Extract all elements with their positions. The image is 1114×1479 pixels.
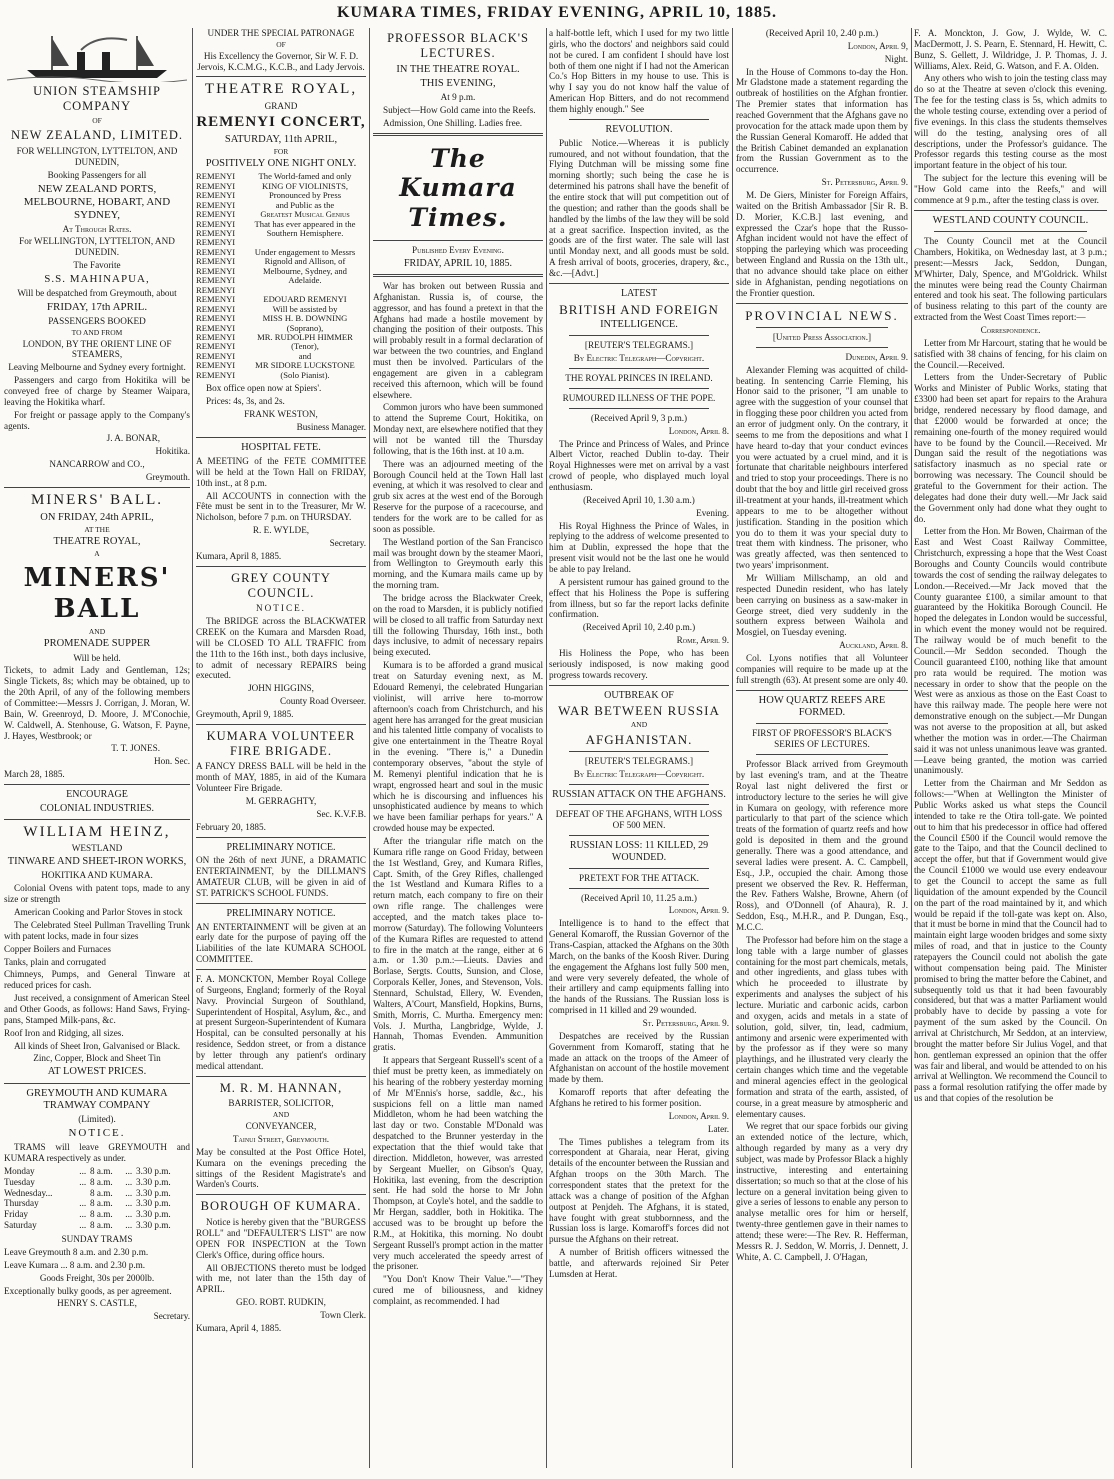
hannan-heading: M. R. M. HANNAN,: [219, 1080, 343, 1095]
telegraph-copyright: By Electric Telegraph—Copyright.: [573, 768, 705, 779]
hannan-conveyancer: CONVEYANCER,: [245, 1121, 317, 1132]
table-row: Monday ... 8 a.m. ... 3.30 p.m.: [4, 1165, 171, 1176]
dateline: London, April 9.: [668, 1110, 729, 1121]
usn-agent-1-place: Hokitika.: [155, 446, 190, 457]
preliminary-notice-body: ON the 26th of next JUNE, a DRAMATIC ENTERTAINMENT, by the DILLMAN'S AMATEUR CLUB, will be given in aid of ST. PATRICK'S SCHOOL FUNDS.: [196, 855, 366, 898]
editorial-paragraph: Common jurors who have been summoned to attend the Supreme Court, Hokitika, on Monday next, are elsewhere notified that they will not be wanted till the Thursday following, that is the 16th inst. at 10 a.m.: [373, 402, 543, 456]
column-1: [4, 28, 190, 1468]
heinz-item: The Celebrated Steel Pullman Travelling Trunk with patent locks, made in four sizes: [4, 919, 190, 941]
heinz-tinware: TINWARE AND SHEET-IRON WORKS,: [7, 856, 187, 868]
news-paragraph: Mr William Millschamp, an old and respected Dunedin resident, who has lately been carrying on business as a saw-maker in George street, died very suddenly in the southern express between Waihola and Mosgiel, on Tuesday evening.: [736, 573, 908, 638]
dateline: Night.: [884, 53, 908, 64]
tram-timetable: [4, 1166, 190, 1231]
miners-ball-heading: MINERS' BALL.: [30, 491, 164, 508]
provincial-news-heading: PROVINCIAL NEWS.: [745, 307, 899, 323]
usn-heading-2: NEW ZEALAND, LIMITED.: [10, 128, 184, 143]
editorial-paragraph: Kumara is to be afforded a grand musical treat on Saturday evening next, as M. Edouard Remenyi, the celebrated Hungarian violinist, will arrive here to-morrow afternoon's coach from Christchurch, and his agent here has arranged for the great musician and his talented little company of vocalists to give one entertainment in the Theatre Royal in the evening. "There is," a Dunedin contemporary observes, "about the style of M. Remenyi plentiful indication that he is wrapt, engrossed heart and soul in the music which he is discoursing and influences his unsophisticated audience by means to which we have been familiar perhaps for years." A crowded house may be expected.: [373, 660, 543, 834]
remenyi-grand: GRAND: [264, 101, 298, 112]
editorial-paragraph: The bridge across the Blackwater Creek, on the road to Marsden, it is publicly notified will be closed to all traffic from Saturday next till the following Thursday, 16th inst., both days inclusive, to admit of necessary repairs being executed.: [373, 593, 543, 658]
dateline: Dunedin, April 9.: [845, 351, 908, 362]
dateline: Evening.: [696, 507, 729, 518]
news-paragraph: Letter from the Chairman and Mr Seddon as follows:—"When at Wellington the Minister of Public Works asked us what steps the Council intended to take re the Otira toll-gate. We pointed out to him that his predecessor in office had offered the Council £500 if the Council would remove the gate to the Taipo, and that the Council declined to accept the offer, but that if Government would give the Council £1000 we would use every endeavour to get the Council to accept the same as full liquidation of the amount expended by the Council on the part of the road maintained by it, and which would be repaid if the toll-gate was kept on. Also, that it must be borne in mind that the Council had to maintain eight large wooden bridges and some sixty miles of road, and that in justice to the County ratepayers the Council could not abolish the gate without compensation being paid. The Minister promised to bring the matter before the Cabinet, and subsequently told us that it had been favourably considered, but that was a matter Parliament would probably have to decide by passing a vote for payment of the sum asked by the Council. On arrival at Christchurch, Mr Seddon, at an interview, brought the matter before Sir Julius Vogel, and that hon. gentleman expressed an opinion that the offer was fair and liberal, and would be attended to on his arrival at Wellington. We recommend the Council to pass a formal resolution ratifying the offer made by us and that copies of the resolution be: [914, 778, 1107, 1104]
lectures-admission: Admission, One Shilling. Ladies free.: [383, 117, 523, 128]
remenyi-concert-title: REMENYI CONCERT,: [196, 113, 366, 130]
miners-ball-body: Tickets, to admit Lady and Gentleman, 12s; Single Tickets, 8s; which may be obtained, up to the 20th April, of any of the following members of Committee:—Messrs J. Corrigan, J. Moran, W. Bain, W. Greenroyd, D. Moore, J. M'Conochie, W. Caldwell, A. Stenhouse, G. Watson, F. Payne, J. Hayes, Westbrook; or: [4, 665, 190, 741]
news-paragraph: The subject for the lecture this evening will be "How Gold came into the Reefs," and will commence at 9 p.m., after the testing class is over.: [914, 173, 1107, 205]
afghanistan-heading: AFGHANISTAN.: [585, 731, 693, 747]
war-and: AND: [630, 719, 648, 729]
hannan-barrister: BARRISTER, SOLICITOR,: [228, 1098, 334, 1109]
encourage-heading: ENCOURAGE: [66, 788, 128, 800]
remenyi-date: SATURDAY, 11th APRIL,: [224, 133, 338, 145]
sunday-trams: SUNDAY TRAMS: [61, 1234, 133, 1245]
news-paragraph: His Holiness the Pope, who has been seriously indisposed, is now making good progress towards recovery.: [549, 647, 729, 680]
heinz-item: Chimneys, Pumps, and General Tinware at reduced prices for cash.: [4, 969, 190, 991]
hospital-fete-sign-2: Secretary.: [329, 538, 366, 549]
bulky-goods: Exceptionally bulky goods, as per agreement.: [4, 1285, 172, 1296]
hospital-fete-sign: R. E. WYLDE,: [252, 525, 310, 536]
remenyi-list: REMENYI The World-famed and only REMENYI KING OF VIOLINISTS, REMENYI Pronounced by Press REMENYI and Public as the REMENYI Greatest Musical Genius REMENYI That has ever appeared in the REMENYI Southern Hemisphere. REMENYI REMENYI Under engagement to Messrs REMENYI Rignold and Allison, of REMENYI Melbourne, Sydney, and REMENYI Adelaide. REMENYI REMENYI EDOUARD REMENYI REMENYI Will be assisted by REMENYI MISS H. B. DOWNING REMENYI (Soprano), REMENYI MR. RUDOLPH HIMMER REMENYI (Tenor), REMENYI and REMENYI MR SIDORE LUCKSTONE REMENYI (Solo Pianist).: [196, 171, 356, 380]
dateline: Auckland, April 8.: [839, 640, 908, 651]
heinz-heading: WILLIAM HEINZ,: [23, 823, 171, 840]
fire-brigade-body: A FANCY DRESS BALL will be held in the month of MAY, 1885, in aid of the Kumara Volunteer Fire Brigade.: [196, 761, 366, 794]
news-paragraph: Alexander Fleming was acquitted of child-beating. In sentencing Carrie Fleming, his Honor said to the prisoner, "I am unable to agree with the suggestion of your counsel that in flogging these poor children you acted from an error of judgment only. On the contrary, it seems to me from the depositions and what I have heard to-day that your conduct evinces you were actuated by a cruel mind, and it is fortunate that charitable neighbours interfered and tried to stop your proceedings. There is no doubt that the boy and little girl received gross ill-treatment at your hands, ill-treatment which appears to me to be altogether without justification. Standing in the position which you do to them it was your special duty to treat them with kindness. The prisoner, who was greatly affected, was then sentenced to two years' imprisonment.: [736, 364, 908, 571]
lectures-subject: Subject—How Gold came into the Reefs.: [383, 105, 536, 116]
defeat-heading: DEFEAT OF THE AFGHANS, WITH LOSS OF 500 MEN.: [555, 809, 723, 831]
steamship-icon: [7, 30, 187, 82]
sunday-tram-2: Leave Kumara ... 8 a.m. and 2.30 p.m.: [4, 1259, 146, 1270]
borough-date: Kumara, April 4, 1885.: [196, 1322, 282, 1333]
column-rule: [546, 28, 547, 1468]
news-paragraph: Col. Lyons notifies that all Volunteer companies will require to be made up at the full strength (63). At present some are only 40.: [736, 653, 908, 685]
received-line: (Received April 10, 1.30 a.m.): [583, 494, 695, 505]
dateline: London, April 9.: [668, 905, 729, 916]
miners-ball-at: AT THE: [84, 524, 110, 534]
news-paragraph: Letters from the Under-Secretary of Public Works and Minister of Public Works, stating that £3300 had been set apart for repairs to the Arahura bridge, rendered necessary by flood damage, and that £2000 would be forwarded at once; the remaining one-fourth of the money required would have to be found by the Council.—Received. Mr Dungan said the result of the negotiations was satisfactory inasmuch as no special rate or borrowing was necessary. The Council should be grateful to the Government for their action. The delegates had done their duty well.—Mr Jack said the Government only had done what they ought to do.: [914, 372, 1107, 524]
news-paragraph: A persistent rumour has gained ground to the effect that his Holiness the Pope is suffering from illness, but so far the report lacks definite confirmation.: [549, 576, 729, 620]
miners-ball-date: ON FRIDAY, 24th APRIL,: [40, 511, 154, 523]
table-row: Tuesday ... 8 a.m. ... 3.30 p.m.: [4, 1176, 171, 1187]
news-paragraph: Letter from the Hon. Mr Bowen, Chairman of the East and West Coast Railway Committee, Christchurch, expressing a hope that the West Coast Boroughs and County Councils would contribute towards the cost of sending the railway delegates to London.—Received.—Mr Jack moved that the County guarantee £100, a similar amount to that guaranteed by the Hokitika Borough Council. He hoped the delegates in London would be successful, in which event the money would not be required. The railway would be of much benefit to the Council.—Mr Seddon seconded. Though the Council guaranteed £100, nothing like that amount pro rata would be required. The motion was necessary in order to show that the people on the West were as anxious as those on the East Coast to have this railway made. The people here were not demonstrative enough on the subject.—Mr Dungan was not averse to the proposition at all, but asked whether the motion was in order.—The Chairman said it was not unless unanimous leave was granted.—Leave being granted, the motion was carried unanimously.: [914, 526, 1107, 776]
remenyi-sign-2: Business Manager.: [296, 421, 366, 432]
column-rule: [732, 28, 733, 1468]
usn-destination: FOR WELLINGTON, LYTTELTON, AND DUNEDIN,: [16, 146, 178, 167]
news-paragraph: Despatches are received by the Russian Government from Komaroff, stating that he made an attack on the troops of the Ameer of Afghanistan on account of the hostile movement made by them.: [549, 1030, 729, 1085]
hop-bitters-continued: a half-bottle left, which I used for my two little girls, who the doctors' and neighbors said could not be cured. I am confident I should have lost both of them one night if I had not the American Co.'s Hop Bitters in my house to use. This is why I say you do not know half the value of American Hop Bitters, and do not recommend them highly enough." See: [549, 28, 729, 115]
encourage-heading-2: COLONIAL INDUSTRIES.: [39, 802, 155, 814]
royal-princes-heading: THE ROYAL PRINCES IN IRELAND.: [565, 373, 713, 384]
tramway-intro: TRAMS will leave GREYMOUTH and KUMARA respectively as under.: [4, 1142, 190, 1164]
news-paragraph: Komaroff reports that after defeating the Afghans he retired to his former position.: [549, 1087, 729, 1108]
reuters-label: [REUTER'S TELEGRAMS.]: [584, 755, 694, 766]
usn-passengers-booked: PASSENGERS BOOKED: [48, 315, 146, 326]
grey-county-notice: NOTICE.: [256, 603, 306, 614]
usn-despatch: Will be despatched from Greymouth, about: [17, 287, 177, 298]
issue-date: FRIDAY, APRIL 10, 1885.: [404, 258, 512, 270]
column-4: [549, 28, 729, 1468]
editorial-paragraph: It appears that Sergeant Russell's scent of a thief must be pretty keen, as immediately on his hearing of the robbery yesterday morning of Mr M'Ennis's horse, saddle, &c., his suspicions fell on a little man named Middleton, whom he had been watching the last day or two. Constable M'Donald was despatched to the Brunner yesterday in the expectation that the thief would take that direction. Middleton, however, was arrested by Sergeant Mueller, on Gibson's Quay, Hokitika, last evening, from the description sent. He had sold the horse to Mr John Thompson, at Coyle's hotel, and the saddle to Mr Hergan, saddler, both in Hokitika. The accused was to be brought up before the R.M., at Hokitika, this morning. No doubt Sergeant Russell's prompt action in the matter very much accelerated the speedy arrest of the prisoner.: [373, 1055, 543, 1272]
lectures-venue: IN THE THEATRE ROYAL.: [396, 63, 520, 75]
dateline: London, April 8.: [668, 425, 729, 436]
miners-ball-venue: THEATRE ROYAL,: [53, 535, 141, 547]
usn-through-rates: At Through Rates.: [62, 223, 132, 234]
column-2: [196, 28, 366, 1468]
pope-illness-heading: RUMOURED ILLNESS OF THE POPE.: [562, 392, 716, 403]
dateline: London, April 9,: [847, 40, 908, 51]
war-heading: WAR BETWEEN RUSSIA: [558, 703, 720, 719]
westland-council-heading: WESTLAND COUNTY COUNCIL.: [932, 214, 1089, 226]
miners-ball-supper: PROMENADE SUPPER: [43, 638, 151, 650]
dateline: Later.: [707, 1123, 729, 1134]
hospital-fete-date: Kumara, April 8, 1885.: [196, 550, 282, 561]
column-rule: [192, 28, 193, 1468]
remenyi-for: FOR: [273, 147, 289, 157]
heinz-westland: WESTLAND: [71, 843, 123, 854]
column-5: [736, 28, 908, 1468]
quartz-reefs-subheading: FIRST OF PROFESSOR'S BLACK'S SERIES OF LECTURES.: [752, 728, 892, 750]
news-paragraph: Professor Black arrived from Greymouth by last evening's tram, and at the Theatre Royal last night delivered the first or introductory lecture to the series he will give in Kumara on geology, with reference more particularly to that part of the science which treats of the formation of quartz reefs and how gold is deposited in them and the ground generally. There was a good attendance, and several ladies were present. A. C. Campbell, Esq., J.P., occupied the chair. Among those present we observed the Rev. R. Hefferman, the Rev. Fathers Walshe, Browne, Ahern (of Ross), and O'Donnell (of Ahaura), R. J. Seddon, Esq., M.H.R., and P. Dungan, Esq., M.C.C.: [736, 759, 908, 932]
usn-date: FRIDAY, 17th APRIL.: [46, 300, 148, 313]
heinz-item: American Cooking and Parlor Stoves in stock: [14, 907, 183, 918]
hannan-address: Tainui Street, Greymouth.: [232, 1134, 330, 1145]
newspaper-title: The Kumara Times.: [399, 143, 517, 232]
usn-cargo: Passengers and cargo from Hokitika will be conveyed free of charge by Steamer Waipara, leaving the Hokitika wharf.: [4, 375, 190, 407]
revolution-heading: REVOLUTION.: [605, 123, 673, 135]
remenyi-patronage: UNDER THE SPECIAL PATRONAGE: [207, 28, 355, 38]
heinz-item: All kinds of Sheet Iron, Galvanised or Black.: [14, 1040, 181, 1051]
received-line: (Received April 10, 2.40 p.m.): [765, 28, 879, 38]
dateline: Rome, April 9.: [676, 635, 729, 646]
editorial-paragraph: "You Don't Know Their Value."—"They cured me of biliousness, and kidney complaint, as recommended. I had: [373, 1274, 543, 1307]
theatre-royal-heading: THEATRE ROYAL,: [204, 81, 358, 98]
received-line: (Received April 10, 2.40 p.m.): [582, 622, 696, 633]
lectures-time: At 9 p.m.: [440, 92, 476, 103]
news-paragraph: M. De Giers, Minister for Foreign Affairs, waited on the British Ambassador [Sir R. B. D. Morier, K.C.B.] last evening, and expressed the Czar's hope that the Russo-Afghan incident would not have the effect of stopping the parleying which was proceeding between England and Russia on the 13th ult., that no advance should take place on either side in Afghanistan, pending negotiations on the Frontier question.: [736, 190, 908, 298]
usn-agent-2: NANCARROW and CO.,: [49, 459, 145, 470]
column-3: [373, 28, 543, 1468]
column-rule: [911, 28, 912, 1468]
received-line: (Received April 9, 3 p.m.): [590, 412, 688, 423]
news-paragraph: F. A. Monckton, J. Gow, J. Wylde, W. C. MacDermott, J. S. Pearn, E. Stennard, H. Hewitt, C. Bunz, S. Gellett, J. Wildridge, J. P. Thomas, J. J. Williams, Alex. Reid, G. Watson, and F. A. Olden.: [914, 28, 1107, 71]
usn-booking: Booking Passengers for all: [47, 169, 147, 180]
tramway-heading: GREYMOUTH AND KUMARA TRAMWAY COMPANY: [26, 1087, 168, 1111]
dateline: St. Petersburg, April 9.: [642, 1017, 729, 1028]
heinz-item: Just received, a consignment of American Steel and Other Goods, as follows: Hand Saws, Frying-pans, Stamped Milk-pans, &c.: [4, 993, 190, 1025]
correspondence-label: Correspondence.: [980, 325, 1041, 335]
grey-county-sign: JOHN HIGGINS,: [248, 683, 314, 694]
dateline: St. Petersburg, April 9.: [821, 177, 908, 188]
miners-ball-title: MINERS' BALL: [23, 562, 171, 624]
miners-ball-held: Will be held.: [73, 652, 121, 663]
remenyi-sign: FRANK WESTON,: [244, 408, 318, 419]
lectures-heading: PROFESSOR BLACK'S LECTURES.: [387, 31, 529, 60]
borough-sign: GEO. ROBT. RUDKIN,: [236, 1297, 326, 1308]
tramway-sign: HENRY S. CASTLE,: [57, 1298, 137, 1309]
miners-ball-and: AND: [88, 627, 106, 637]
tramway-limited: (Limited).: [78, 1114, 116, 1125]
usn-london: LONDON, BY THE ORIENT LINE OF STEAMERS,: [22, 338, 172, 360]
editorial-paragraph: After the triangular rifle match on the Kumara rifle range on Good Friday, between the 1st Westland, Grey, and Kumara Rifles, Capt. Smith, of the Grey Rifles, challenged the 1st Westland and Kumara Rifles to a return match, each company to fire on their own rifle range. The challenges were accepted, and the match takes place to-morrow (Saturday). The following Volunteers of the Kumara Rifles are requested to attend to fire in the match at the range, either at 6 a.m. or 1.30 p.m.:—Lieuts. Davies and Borlase, Sergts. Coutts, Sunsion, and Close, Corporals Keller, Jones, and Stevenson, Vols. Stennard, Schulstad, Ellery, W. Evenden, Walters, A'Court, Mansfield, Hopkins, Burns, Smith, Morris, C. Murtha. Emergency men: Vols. J. Murtha, Langbridge, Wylde, J. Hannah, Thomas Evenden. Ammunition gratis.: [373, 835, 543, 1053]
news-paragraph: Intelligence is to hand to the effect that General Komaroff, the Russian Governor of the Trans-Caspian, attacked the Afghans on the 30th March, on the banks of the Koosh River. During the engagement the Afghans lost fully 500 men, and were very severely defeated, the whole of their artillery and camp equipments falling into the hands of the Russians. The Russian loss is comprised in 11 killed and 29 wounded.: [549, 918, 729, 1016]
editorial-paragraph: The Westland portion of the San Francisco mail was brought down by the steamer Maori, from Wellington to Greymouth early this morning, and the Kumara mails came up by the morning tram.: [373, 536, 543, 591]
usn-of: OF: [92, 115, 102, 125]
column-6: [914, 28, 1107, 1468]
grey-county-sign-2: County Road Overseer.: [280, 696, 366, 707]
tramway-sign-2: Secretary.: [153, 1311, 190, 1322]
table-row: Saturday ... 8 a.m. ... 3.30 p.m.: [4, 1220, 171, 1231]
russian-attack-heading: RUSSIAN ATTACK ON THE AFGHANS.: [552, 788, 726, 800]
news-paragraph: We regret that our space forbids our giving an extended notice of the lecture, which, although regarded by many as a very dry subject, was made by Professor Black a highly instructive, interesting and entertaining dissertation; so much so that at the close of his lecture on a general invitation being given to give a series of lessons to enable any person to analyse metallic ores for him or herself, twenty-three gentlemen gave in their names to attend; these were:—The Rev. R. Hefferman, Messrs R. J. Seddon, W. Morris, J. Dennett, J. White, A. C. Campbell, J. O'Hagan,: [736, 1121, 908, 1262]
remenyi-of: OF: [276, 39, 286, 49]
usn-freight: For freight or passage apply to the Company's agents.: [4, 409, 190, 431]
news-paragraph: Any others who wish to join the testing class may do so at the Theatre at seven o'clock this evening. The fee for the testing class is 5s, which admits to the whole testing course, extending over a period of five evenings. In this class the students themselves will do the testing, analysing ores of all descriptions, under the Professor's guidance. The Professor regards this testing course as the most important feature in the object of his tour.: [914, 73, 1107, 171]
preliminary-notice-2-body: AN ENTERTAINMENT will be given at an early date for the purpose of paying off the Liabilities of the late KUMARA SCHOOL COMMITTEE.: [196, 921, 366, 965]
news-paragraph: The County Council met at the Council Chambers, Hokitika, on Wednesday last, at 3 p.m.; present:—Messrs Jack, Seddon, Dungan, M'Whirter, Daly, Spence, and M'Goldrick. Whilst the minutes were being read the County Chairman entered and took his seat. The following particulars of business relating to this part of the county are extracted from the West Coast Times report:—: [914, 236, 1107, 323]
news-paragraph: The Professor had before him on the stage a long table with a large number of glasses containing for the most part chemicals, metals, and other ingredients, and glass tubes with which he proceeded to illustrate by experiments and analyses the subject of his lecture. Muriatic and carbonic acids, carbon and oxygen, acids and metals in a state of solution, gold, silver, tin, lead, cadmium, antimony and arsenic were experimented with by the professor as if they were so many playthings, and he illustrated very clearly the certain changes which time and the vegetable and mineral agencies effect in the geological formation and strata of the earth, assisted, of course, in a great measure by atmospheric and elementary causes.: [736, 934, 908, 1119]
column-rule: [369, 28, 370, 1468]
remenyi-one-night: POSITIVELY ONE NIGHT ONLY.: [205, 157, 357, 169]
grey-county-date: Greymouth, April 9, 1885.: [196, 709, 294, 719]
grey-county-body: The BRIDGE across the BLACKWATER CREEK on the Kumara and Marsden Road, will be CLOSED TO ALL TRAFFIC from the 11th to the 16th inst., both days inclusive, to admit of necessary REPAIRS being executed.: [196, 616, 366, 681]
table-row: Thursday ... 8 a.m. ... 3.30 p.m.: [4, 1198, 171, 1209]
grey-county-heading: GREY COUNTY COUNCIL.: [231, 570, 331, 600]
heinz-item: Roof Iron and Ridging, all sizes.: [4, 1027, 124, 1038]
masthead: KUMARA TIMES, FRIDAY EVENING, APRIL 10, 1885.: [336, 4, 777, 21]
borough-sign-2: Town Clerk.: [320, 1309, 366, 1320]
fire-brigade-sign: M. GERRAGHTY,: [245, 795, 317, 806]
telegraph-copyright: By Electric Telegraph—Copyright.: [573, 353, 705, 364]
hannan-body: May be consulted at the Post Office Hotel, Kumara on the evenings preceding the sittings of the Resident Magistrate's and Warden's Courts.: [196, 1146, 366, 1190]
usn-agent-1: J. A. BONAR,: [106, 433, 160, 444]
heinz-item: Copper Boilers and Furnaces: [4, 943, 111, 954]
miners-ball-date-line: March 28, 1885.: [4, 769, 65, 780]
intelligence-label: INTELLIGENCE.: [600, 318, 678, 330]
hospital-fete-body-2: All ACCOUNTS in connection with the Fête must be sent in to the Treasurer, Mr W. Nicholson, before 7 p.m. on THURSDAY.: [196, 490, 366, 523]
usn-agent-2-place: Greymouth.: [145, 471, 190, 482]
preliminary-notice-2-heading: PRELIMINARY NOTICE.: [226, 907, 336, 919]
heinz-item: Tanks, plain and corrugated: [4, 956, 106, 967]
fire-brigade-heading: KUMARA VOLUNTEER FIRE BRIGADE.: [206, 728, 356, 758]
borough-heading: BOROUGH OF KUMARA.: [200, 1199, 362, 1214]
heinz-item: Colonial Ovens with patent tops, made to any size or strength: [4, 883, 190, 905]
borough-body-2: All OBJECTIONS thereto must be lodged with me, not later than the 15th day of APRIL.: [196, 1262, 366, 1295]
hospital-fete-heading: HOSPITAL FETE.: [241, 441, 321, 453]
news-paragraph: The Prince and Princess of Wales, and Prince Albert Victor, reached Dublin to-day. Their Royal Highnesses were met on arrival by a vast crowd of people, who displayed much loyal enthusiasm.: [549, 438, 729, 492]
united-press-label: [United Press Association.]: [772, 331, 872, 342]
usn-leaving: Leaving Melbourne and Sydney every fortnight.: [8, 362, 186, 373]
heinz-location: HOKITIKA AND KUMARA.: [41, 870, 153, 881]
usn-ports: NEW ZEALAND PORTS, MELBOURNE, HOBART, AND SYDNEY,: [23, 182, 171, 221]
news-paragraph: Letter from Mr Harcourt, stating that he would be satisfied with 38 chains of fencing, for his claim on the Council.—Received.: [914, 337, 1107, 370]
preliminary-notice-heading: PRELIMINARY NOTICE.: [226, 841, 336, 853]
fire-brigade-sign-2: Sec. K.V.F.B.: [316, 808, 366, 819]
usn-favorite: The Favorite: [73, 260, 121, 271]
remenyi-prices: Prices: 4s, 3s, and 2s.: [206, 396, 285, 407]
latest-label: LATEST: [620, 287, 658, 299]
received-line: (Received April 10, 11.25 a.m.): [580, 892, 697, 903]
usn-destination-2: For WELLINGTON, LYTTELTON, AND DUNEDIN.: [19, 236, 175, 258]
news-paragraph: A number of British officers witnessed the battle, and afterwards rejoined Sir Peter Lumsden at Herat.: [549, 1247, 729, 1279]
british-foreign-heading: BRITISH AND FOREIGN: [559, 301, 719, 317]
miners-ball-sign: T. T. JONES.: [111, 743, 160, 754]
fire-brigade-date: February 20, 1885.: [196, 821, 266, 832]
remenyi-box-office: Box office open now at Spiers'.: [206, 383, 322, 394]
news-paragraph: The Times publishes a telegram from its correspondent at Gharaia, near Herat, giving details of the encounter between the Russian and Afghan troops on the 30th March. The correspondent states that the pretext for the attack was a change of position of the Afghan outpost at Penjdeh. The Afghans, it is stated, have fought with great stubbornness, and the Russian loss is large. Komaroff's forces did not pursue the Afghans on their retreat.: [549, 1136, 729, 1245]
hospital-fete-body: A MEETING of the FETE COMMITTEE will be held at the Town Hall on FRIDAY, 10th inst., at 8 p.m.: [196, 456, 366, 488]
heinz-prices: AT LOWEST PRICES.: [47, 1066, 147, 1078]
remenyi-patrons: His Excellency the Governor, Sir W. F. D. Jervois, K.C.M.G., K.C.B., and Lady Jervois.: [197, 50, 365, 72]
editorial-paragraph: There was an adjourned meeting of the Borough Council held at the Town Hall last evening, at which it was resolved to clear and grub six acres at the west end of the Borough Reserve for the purpose of a racecourse, and tenders for the work are to be called for as soon as possible.: [373, 458, 543, 534]
goods-freight: Goods Freight, 30s per 2000lb.: [39, 1272, 155, 1283]
news-paragraph: His Royal Highness the Prince of Wales, in replying to the address of welcome presented to him at Dublin, expressed the hope that the present visit would not be the last one he would be able to pay Ireland.: [549, 520, 729, 574]
heinz-item: Zinc, Copper, Block and Sheet Tin: [33, 1053, 161, 1064]
tramway-notice: NOTICE.: [68, 1127, 126, 1140]
reuters-label: [REUTER'S TELEGRAMS.]: [584, 340, 694, 351]
pretext-heading: PRETEXT FOR THE ATTACK.: [579, 872, 699, 883]
news-paragraph: In the House of Commons to-day the Hon. Mr Gladstone made a statement regarding the outbreak of hostilities on the Afghan frontier. The Premier states that information has reached Government that the Afghans gave no provocation for the attack made upon them by the Russian General Komaroff. He added that the British Cabinet demanded an explanation from the Russian Government as to the occurrence.: [736, 66, 908, 175]
quartz-reefs-heading: HOW QUARTZ REEFS ARE FORMED.: [758, 694, 886, 718]
lectures-evening: THIS EVENING,: [420, 77, 496, 89]
usn-to-and-from: TO AND FROM: [71, 327, 123, 337]
hannan-and: AND: [272, 1110, 290, 1120]
usn-ship-name: S.S. MAHINAPUA,: [44, 273, 150, 286]
usn-heading: UNION STEAMSHIP COMPANY: [33, 84, 161, 113]
miners-ball-sign-2: Hon. Sec.: [154, 756, 190, 767]
sunday-tram-1: Leave Greymouth 8 a.m. and 2.30 p.m.: [4, 1246, 149, 1257]
editorial-paragraph: War has broken out between Russia and Afghanistan. Russia is, of course, the aggressor, and has found a pretext in that the Afghans had made a hostile movement by changing the position of their outposts. This will probably result in a formal declaration of war between the two countries, and England must then be involved. Particulars of the engagement are given in a cablegram received this afternoon, which will be found elsewhere.: [373, 280, 543, 400]
table-row: Friday ... 8 a.m. ... 3.30 p.m.: [4, 1209, 171, 1220]
revolution-body: Public Notice.—Whereas it is publicly rumoured, and not without foundation, that the Flying Dutchman will be missing some fine morning shortly; such being the case he is determined his patrons shall have the benefit of the entire stock that will put competition out of the question; and rather than the goods shall be handled by the limbs of the law they will be sold at a great sacrifice. Inspection invited, as the goods are of the first water. The sale will last until Monday next, and all goods must be sold. A fresh arrival of boots, groceries, drapery, &c., &c.—[Advt.]: [549, 137, 729, 278]
borough-body: Notice is hereby given that the "BURGESS ROLL" and "DEFAULTER'S LIST" are now OPEN FOR INSPECTION at the Town Clerk's Office, during office hours.: [196, 1217, 366, 1260]
table-row: Wednesday... 8 a.m. ... 3.30 p.m.: [4, 1187, 171, 1198]
outbreak-label: OUTBREAK OF: [604, 689, 674, 701]
published-line: Published Every Evening.: [412, 245, 504, 256]
monckton-notice: F. A. MONCKTON, Member Royal College of Surgeons, England; formerly of the Royal Navy. Provincial Surgeon of Southland, Superintendent of Hospital, Asylum, &c., and at present Surgeon-Superintendent of Kumara Hospital, can be consulted personally at his residence, Seddon street, or from a distance by letter through any patient's ordinary medical attendant.: [196, 973, 366, 1071]
miners-ball-a: A: [94, 549, 100, 559]
russian-loss-heading: RUSSIAN LOSS: 11 KILLED, 29 WOUNDED.: [569, 840, 709, 863]
